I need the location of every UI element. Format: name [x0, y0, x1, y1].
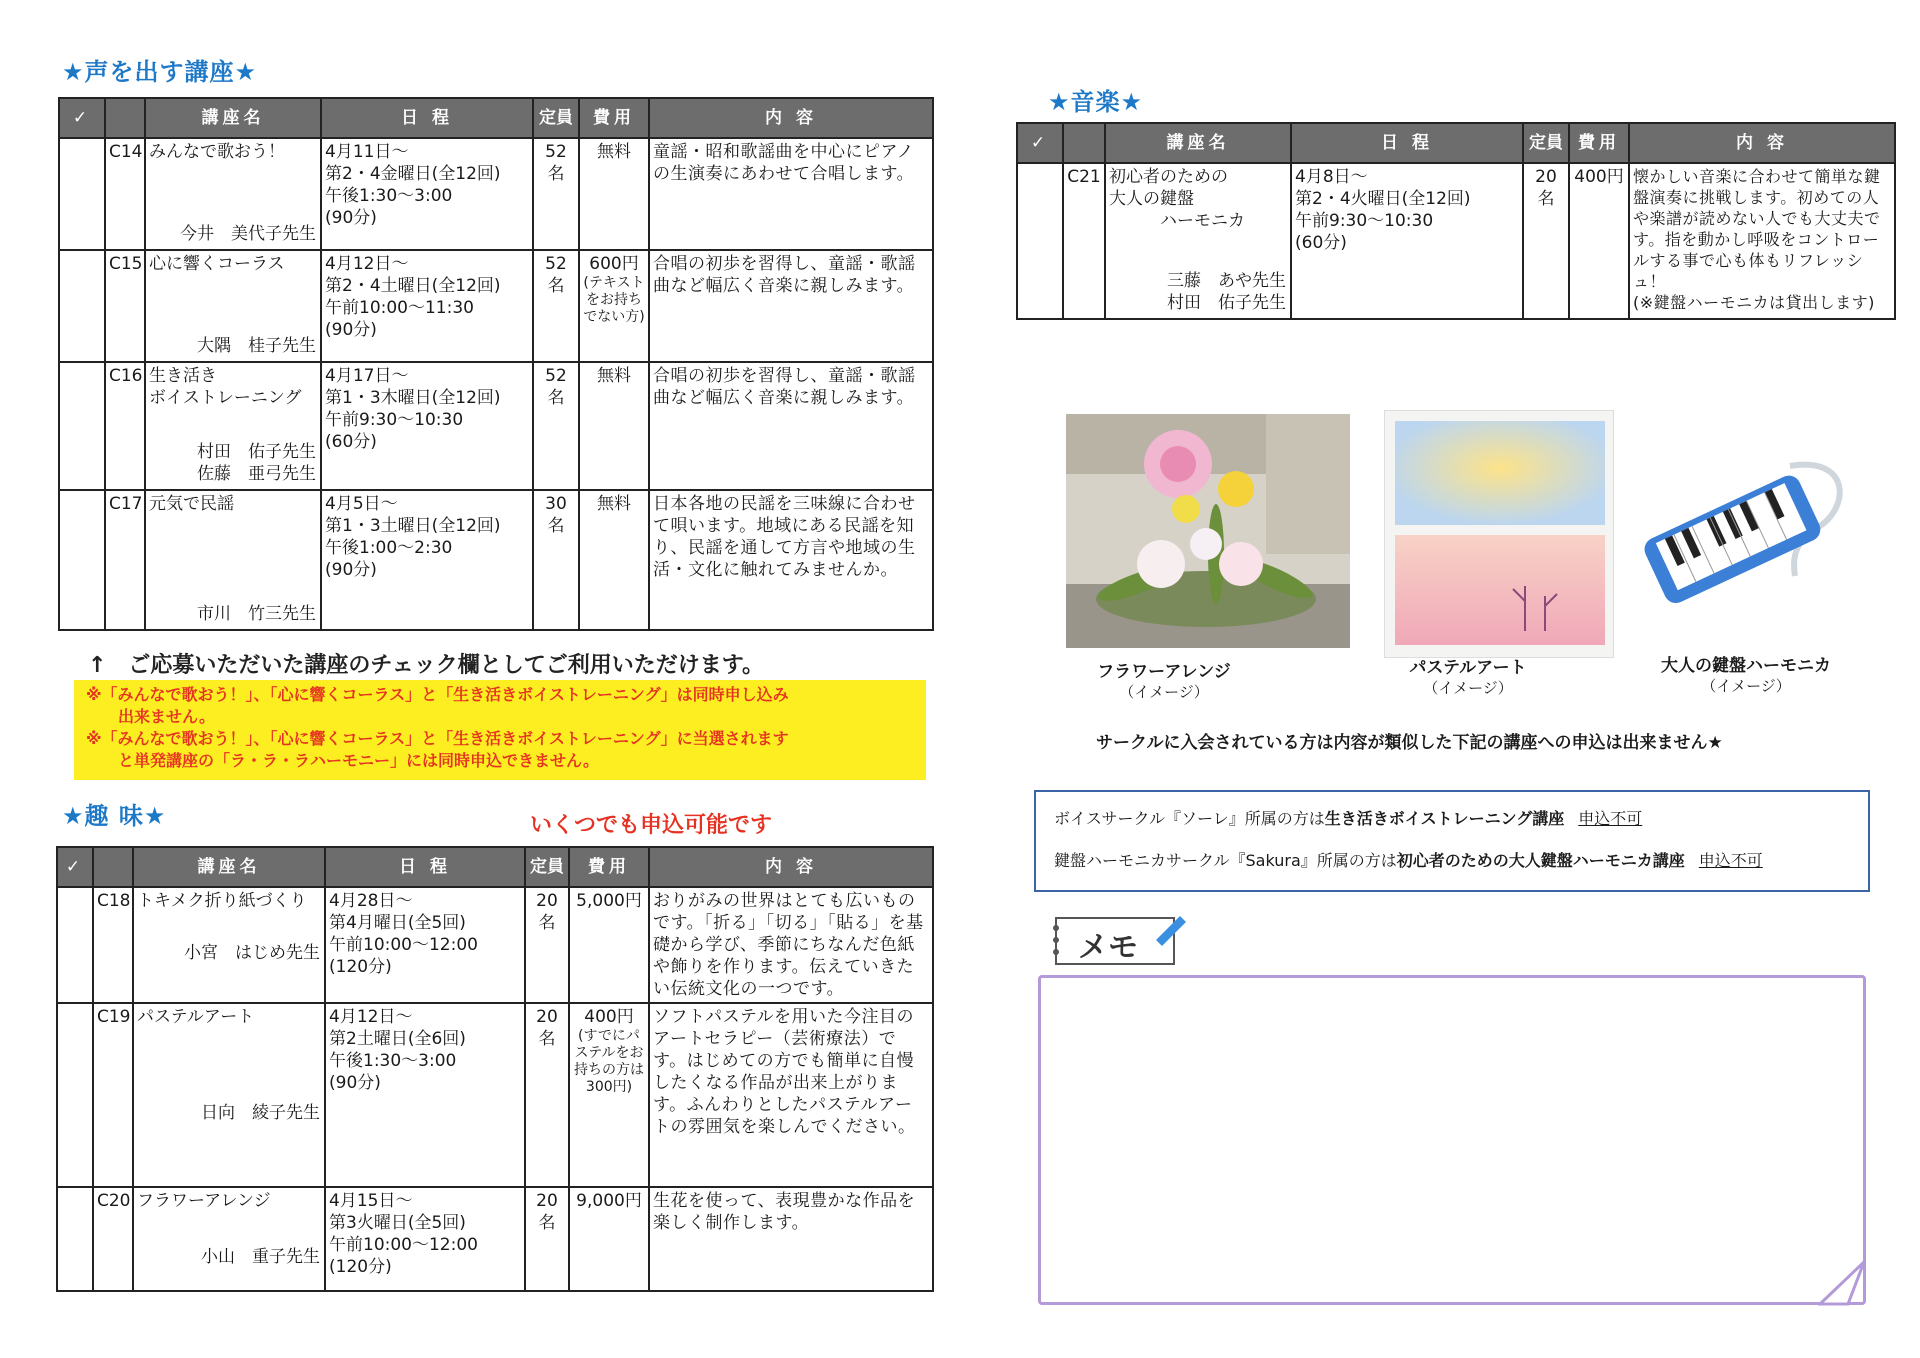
fee-header: 費用 — [569, 847, 649, 887]
course-code: C19 — [93, 1003, 133, 1187]
course-content: 童謡・昭和歌謡曲を中心にピアノの生演奏にあわせて合唱します。 — [649, 138, 933, 250]
course-fee: 無料 — [597, 494, 631, 514]
course-name: 生き活き ボイストレーニング — [149, 366, 302, 408]
restriction-prefix: 鍵盤ハーモニカサークル『Sakura』所属の方は — [1054, 851, 1397, 870]
course-fee-cell — [1569, 163, 1629, 319]
memo-area[interactable] — [1038, 975, 1866, 1305]
course-schedule: 4月28日～ 第4月曜日(全5回) 午前10:00～12:00 (120分) — [325, 887, 525, 1003]
course-schedule: 4月11日～ 第2・4金曜日(全12回) 午後1:30～3:00 (90分) — [321, 138, 533, 250]
course-fee: 9,000円 — [576, 1191, 642, 1211]
restriction-status: 申込不可 — [1698, 851, 1763, 870]
capacity-header: 定員 — [1523, 123, 1569, 163]
course-name-cell — [145, 138, 321, 250]
course-content: ソフトパステルを用いた今注目のアートセラピー（芸術療法）です。はじめての方でも簡単に自慢したくなる作品が出来上がります。ふんわりとしたパステルアートの雰囲気を楽しんでください。 — [649, 1003, 933, 1187]
course-content: 懐かしい音楽に合わせて簡単な鍵盤演奏に挑戦します。初めての人や楽譜が読めない人でも大丈夫です。指を動かし呼吸をコントロールする事で心も体もリフレッシュ！ (※鍵盤ハーモニカは貸出します) — [1629, 163, 1895, 319]
check-header: ✓ — [59, 98, 105, 138]
course-name-cell — [145, 362, 321, 490]
table-row — [59, 490, 933, 630]
check-cell[interactable] — [59, 362, 105, 490]
course-name: パステルアート — [137, 1007, 255, 1027]
course-content: 合唱の初歩を習得し、童謡・歌謡曲など幅広く音楽に親しみます。 — [649, 250, 933, 362]
course-fee: 5,000円 — [576, 891, 642, 911]
notice-line: ※「みんなで歌おう！」、「心に響くコーラス」と「生き活きボイストレーニング」に当選されます — [86, 729, 789, 748]
restriction-line — [1054, 848, 1763, 871]
course-schedule: 4月17日～ 第1・3木曜日(全12回) 午前9:30～10:30 (60分) — [321, 362, 533, 490]
multi-apply-note: いくつでも申込可能です — [530, 813, 773, 838]
course-code: C15 — [105, 250, 145, 362]
course-name: トキメク折り紙づくり — [137, 891, 307, 911]
table-row — [57, 887, 933, 1003]
course-capacity: 52名 — [533, 250, 579, 362]
pastel-caption — [1338, 658, 1598, 698]
schedule-header: 日 程 — [1291, 123, 1523, 163]
flower-caption-sub: （イメージ） — [1119, 683, 1209, 701]
course-schedule: 4月5日～ 第1・3土曜日(全12回) 午後1:00～2:30 (90分) — [321, 490, 533, 630]
name-header: 講座名 — [133, 847, 325, 887]
check-cell[interactable] — [57, 1003, 93, 1187]
pastel-caption-title: パステルアート — [1409, 658, 1527, 678]
voice-section-title: ★声を出す講座★ — [62, 58, 258, 86]
hobby-course-table — [56, 846, 934, 1292]
course-code: C18 — [93, 887, 133, 1003]
course-capacity: 20名 — [525, 887, 569, 1003]
music-section-title: ★音楽★ — [1048, 88, 1144, 116]
course-content: 日本各地の民謡を三味線に合わせて唄います。地域にある民謡を知り、民謡を通して方言や地域の生活・文化に触れてみませんか。 — [649, 490, 933, 630]
teacher-names: 市川 竹三先生 — [197, 604, 316, 624]
table-row — [57, 1003, 933, 1187]
schedule-header: 日 程 — [325, 847, 525, 887]
table-row — [59, 138, 933, 250]
memo-label — [1048, 910, 1188, 968]
check-cell[interactable] — [59, 138, 105, 250]
check-cell[interactable] — [59, 250, 105, 362]
course-capacity: 30名 — [533, 490, 579, 630]
table-row — [59, 250, 933, 362]
check-column-note: ↑ ご応募いただいた講座のチェック欄としてご利用いただけます。 — [88, 653, 765, 678]
check-cell[interactable] — [59, 490, 105, 630]
check-header: ✓ — [57, 847, 93, 887]
course-name-cell — [145, 250, 321, 362]
course-schedule: 4月12日～ 第2・4土曜日(全12回) 午前10:00～11:30 (90分) — [321, 250, 533, 362]
course-fee-cell — [579, 138, 649, 250]
course-code: C21 — [1063, 163, 1105, 319]
fee-header: 費用 — [579, 98, 649, 138]
table-row — [59, 362, 933, 490]
course-name-cell — [145, 490, 321, 630]
circle-member-note: サークルに入会されている方は内容が類似した下記の講座への申込は出来ません★ — [1096, 733, 1723, 753]
flower-caption-title: フラワーアレンジ — [1097, 662, 1231, 682]
course-fee: 600円 — [589, 254, 639, 274]
melodica-caption-title: 大人の鍵盤ハーモニカ — [1661, 656, 1831, 676]
course-name: 元気で民謡 — [149, 494, 234, 514]
check-cell[interactable] — [57, 1187, 93, 1291]
teacher-names: 小山 重子先生 — [201, 1247, 320, 1267]
course-code: C17 — [105, 490, 145, 630]
course-fee-cell — [569, 1003, 649, 1187]
course-fee-note: (テキストをお持ちでない方) — [583, 275, 645, 325]
course-name: フラワーアレンジ — [137, 1191, 271, 1211]
course-content: 合唱の初歩を習得し、童謡・歌謡曲など幅広く音楽に親しみます。 — [649, 362, 933, 490]
name-header: 講座名 — [145, 98, 321, 138]
pastel-art-image — [1384, 410, 1614, 658]
course-fee: 無料 — [597, 366, 631, 386]
notice-line: 出来ません。 — [118, 707, 215, 726]
notice-box — [74, 680, 926, 780]
hobby-section-title: ★趣 味★ — [62, 802, 167, 830]
teacher-names: 三藤 あや先生 村田 佑子先生 — [1167, 271, 1286, 313]
course-fee-cell — [579, 362, 649, 490]
restriction-status: 申込不可 — [1578, 809, 1643, 828]
teacher-names: 村田 佑子先生 佐藤 亜弓先生 — [197, 442, 316, 484]
melodica-caption — [1616, 656, 1876, 696]
voice-course-table — [58, 97, 934, 631]
melodica-icon — [1640, 446, 1860, 606]
memo-page-curl-icon — [1818, 1260, 1870, 1308]
course-name-cell — [1105, 163, 1291, 319]
course-name-cell — [133, 1003, 325, 1187]
pastel-caption-sub: （イメージ） — [1423, 679, 1513, 697]
course-capacity: 20名 — [525, 1003, 569, 1187]
memo-title: メモ — [1078, 930, 1138, 965]
course-code: C20 — [93, 1187, 133, 1291]
notice-line: と単発講座の「ラ・ラ・ラハーモニー」には同時申込できません。 — [118, 751, 599, 770]
music-course-table — [1016, 122, 1896, 320]
check-cell[interactable] — [1017, 163, 1063, 319]
course-fee-cell — [569, 1187, 649, 1291]
course-capacity: 52名 — [533, 362, 579, 490]
flower-arrangement-image — [1066, 414, 1350, 648]
course-schedule: 4月12日～ 第2土曜日(全6回) 午後1:30～3:00 (90分) — [325, 1003, 525, 1187]
melodica-caption-sub: （イメージ） — [1701, 677, 1791, 695]
course-fee-note: (すでにパステルをお持ちの方は300円) — [574, 1028, 644, 1095]
course-content: おりがみの世界はとても広いものです。「折る」「切る」「貼る」を基礎から学び、季節にちなんだ色紙や飾りを作ります。伝えていきたい伝統文化の一つです。 — [649, 887, 933, 1003]
course-schedule: 4月8日～ 第2・4火曜日(全12回) 午前9:30～10:30 (60分) — [1291, 163, 1523, 319]
course-fee: 無料 — [597, 142, 631, 162]
check-header: ✓ — [1017, 123, 1063, 163]
content-header: 内 容 — [649, 847, 933, 887]
name-header: 講座名 — [1105, 123, 1291, 163]
capacity-header: 定員 — [525, 847, 569, 887]
course-fee: 400円 — [584, 1007, 634, 1027]
restriction-prefix: ボイスサークル『ソーレ』所属の方は — [1054, 809, 1325, 828]
table-row — [57, 1187, 933, 1291]
content-header: 内 容 — [649, 98, 933, 138]
content-header: 内 容 — [1629, 123, 1895, 163]
notice-line: ※「みんなで歌おう！」、「心に響くコーラス」と「生き活きボイストレーニング」は同時申し込み — [86, 685, 789, 704]
restriction-course: 初心者のための大人鍵盤ハーモニカ講座 — [1396, 851, 1685, 870]
restriction-course: 生き活きボイストレーニング講座 — [1324, 809, 1565, 828]
course-schedule: 4月15日～ 第3火曜日(全5回) 午前10:00～12:00 (120分) — [325, 1187, 525, 1291]
course-fee-cell — [579, 250, 649, 362]
schedule-header: 日 程 — [321, 98, 533, 138]
capacity-header: 定員 — [533, 98, 579, 138]
course-fee: 400円 — [1574, 167, 1624, 187]
course-capacity: 52名 — [533, 138, 579, 250]
course-name-cell — [133, 887, 325, 1003]
course-name-cell — [133, 1187, 325, 1291]
course-code: C16 — [105, 362, 145, 490]
teacher-names: 大隅 桂子先生 — [197, 336, 316, 356]
course-fee-cell — [569, 887, 649, 1003]
course-content: 生花を使って、表現豊かな作品を楽しく制作します。 — [649, 1187, 933, 1291]
course-capacity: 20名 — [525, 1187, 569, 1291]
teacher-names: 今井 美代子先生 — [180, 224, 316, 244]
fee-header: 費用 — [1569, 123, 1629, 163]
course-name: 心に響くコーラス — [149, 254, 285, 274]
course-fee-cell — [579, 490, 649, 630]
flower-caption — [1034, 662, 1294, 702]
course-capacity: 20名 — [1523, 163, 1569, 319]
course-name: みんなで歌おう！ — [149, 142, 285, 162]
check-cell[interactable] — [57, 887, 93, 1003]
restriction-line — [1054, 806, 1642, 829]
table-row — [1017, 163, 1895, 319]
course-name: 初心者のための 大人の鍵盤 ハーモニカ — [1109, 167, 1245, 231]
restriction-box — [1034, 790, 1870, 892]
course-code: C14 — [105, 138, 145, 250]
teacher-names: 小宮 はじめ先生 — [184, 943, 320, 963]
teacher-names: 日向 綾子先生 — [201, 1103, 320, 1123]
